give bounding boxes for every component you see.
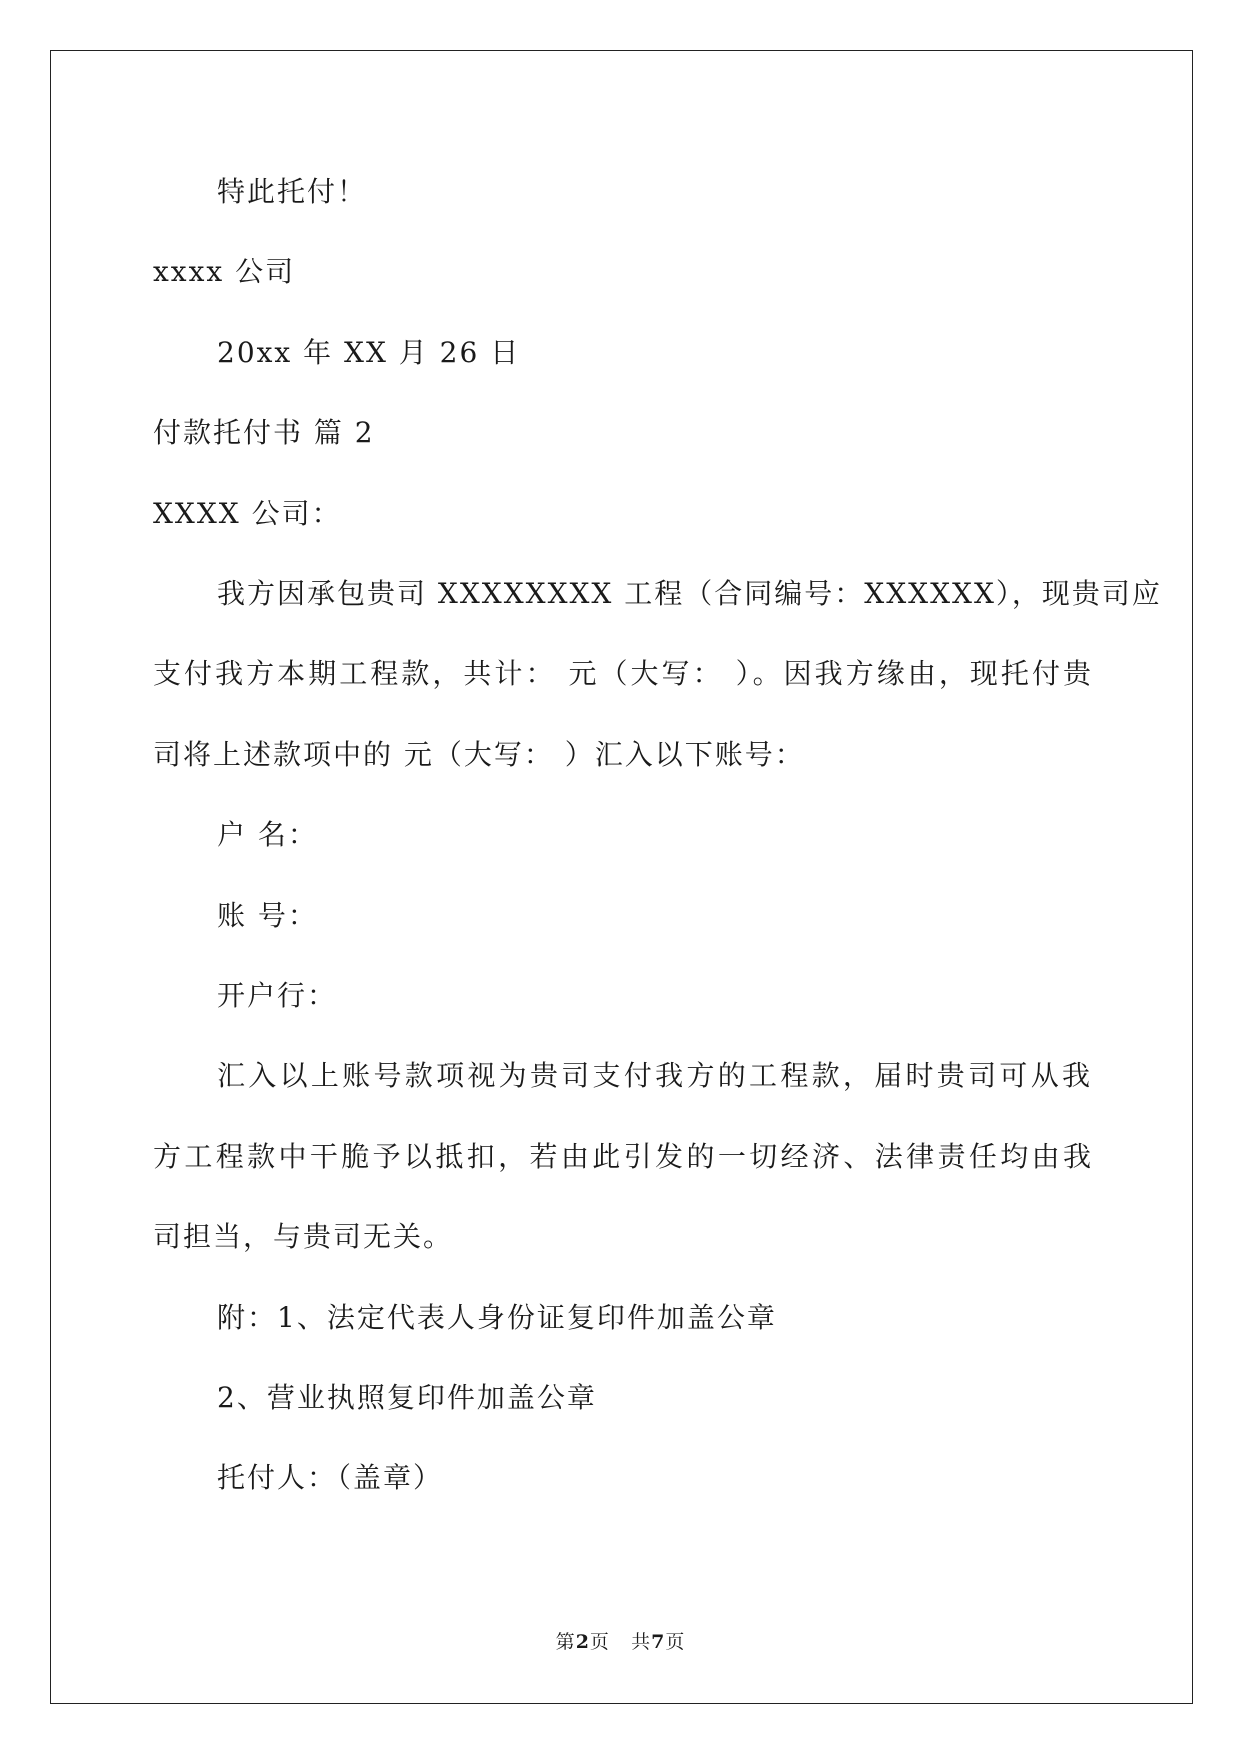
body-paragraph-2-line-1: 汇入以上账号款项视为贵司支付我方的工程款，届时贵司可从我 <box>217 1059 1092 1092</box>
footer-page-number: 2 <box>575 1631 590 1653</box>
footer-total-suffix: 页 <box>665 1631 686 1653</box>
date-line: 20xx 年 XX 月 26 日 <box>217 336 521 369</box>
body-paragraph-2-line-3: 司担当，与贵司无关。 <box>153 1220 454 1253</box>
attachment-1: 附：1、法定代表人身份证复印件加盖公章 <box>217 1301 777 1334</box>
body-paragraph-2-line-2: 方工程款中干脆予以抵扣，若由此引发的一切经济、法律责任均由我 <box>153 1140 1093 1173</box>
body-paragraph-1-line-2: 支付我方本期工程款，共计： 元（大写： ）。因我方缘由，现托付贵 <box>153 657 1093 690</box>
addressee: XXXX 公司： <box>153 497 342 530</box>
account-name-label: 户 名： <box>217 818 318 851</box>
bank-label: 开户行： <box>217 979 338 1012</box>
footer-page-suffix: 页 <box>589 1631 610 1653</box>
body-paragraph-1-line-1: 我方因承包贵司 XXXXXXXX 工程（合同编号：XXXXXX），现贵司应 <box>217 577 1162 610</box>
page-frame <box>50 50 1193 1704</box>
footer-total-prefix: 共 <box>631 1631 652 1653</box>
company-signature: xxxx 公司 <box>153 255 296 288</box>
principal-stamp-line: 托付人：（盖章） <box>217 1461 444 1494</box>
footer-prefix: 第 <box>555 1631 576 1653</box>
section-title: 付款托付书 篇 2 <box>153 416 375 449</box>
attachment-2: 2、营业执照复印件加盖公章 <box>217 1381 597 1414</box>
body-paragraph-1-line-3: 司将上述款项中的 元（大写： ）汇入以下账号： <box>153 738 805 771</box>
page-footer <box>0 1630 1241 1654</box>
footer-total-pages: 7 <box>651 1631 666 1653</box>
closing-line: 特此托付！ <box>217 175 368 208</box>
account-number-label: 账 号： <box>217 899 318 932</box>
